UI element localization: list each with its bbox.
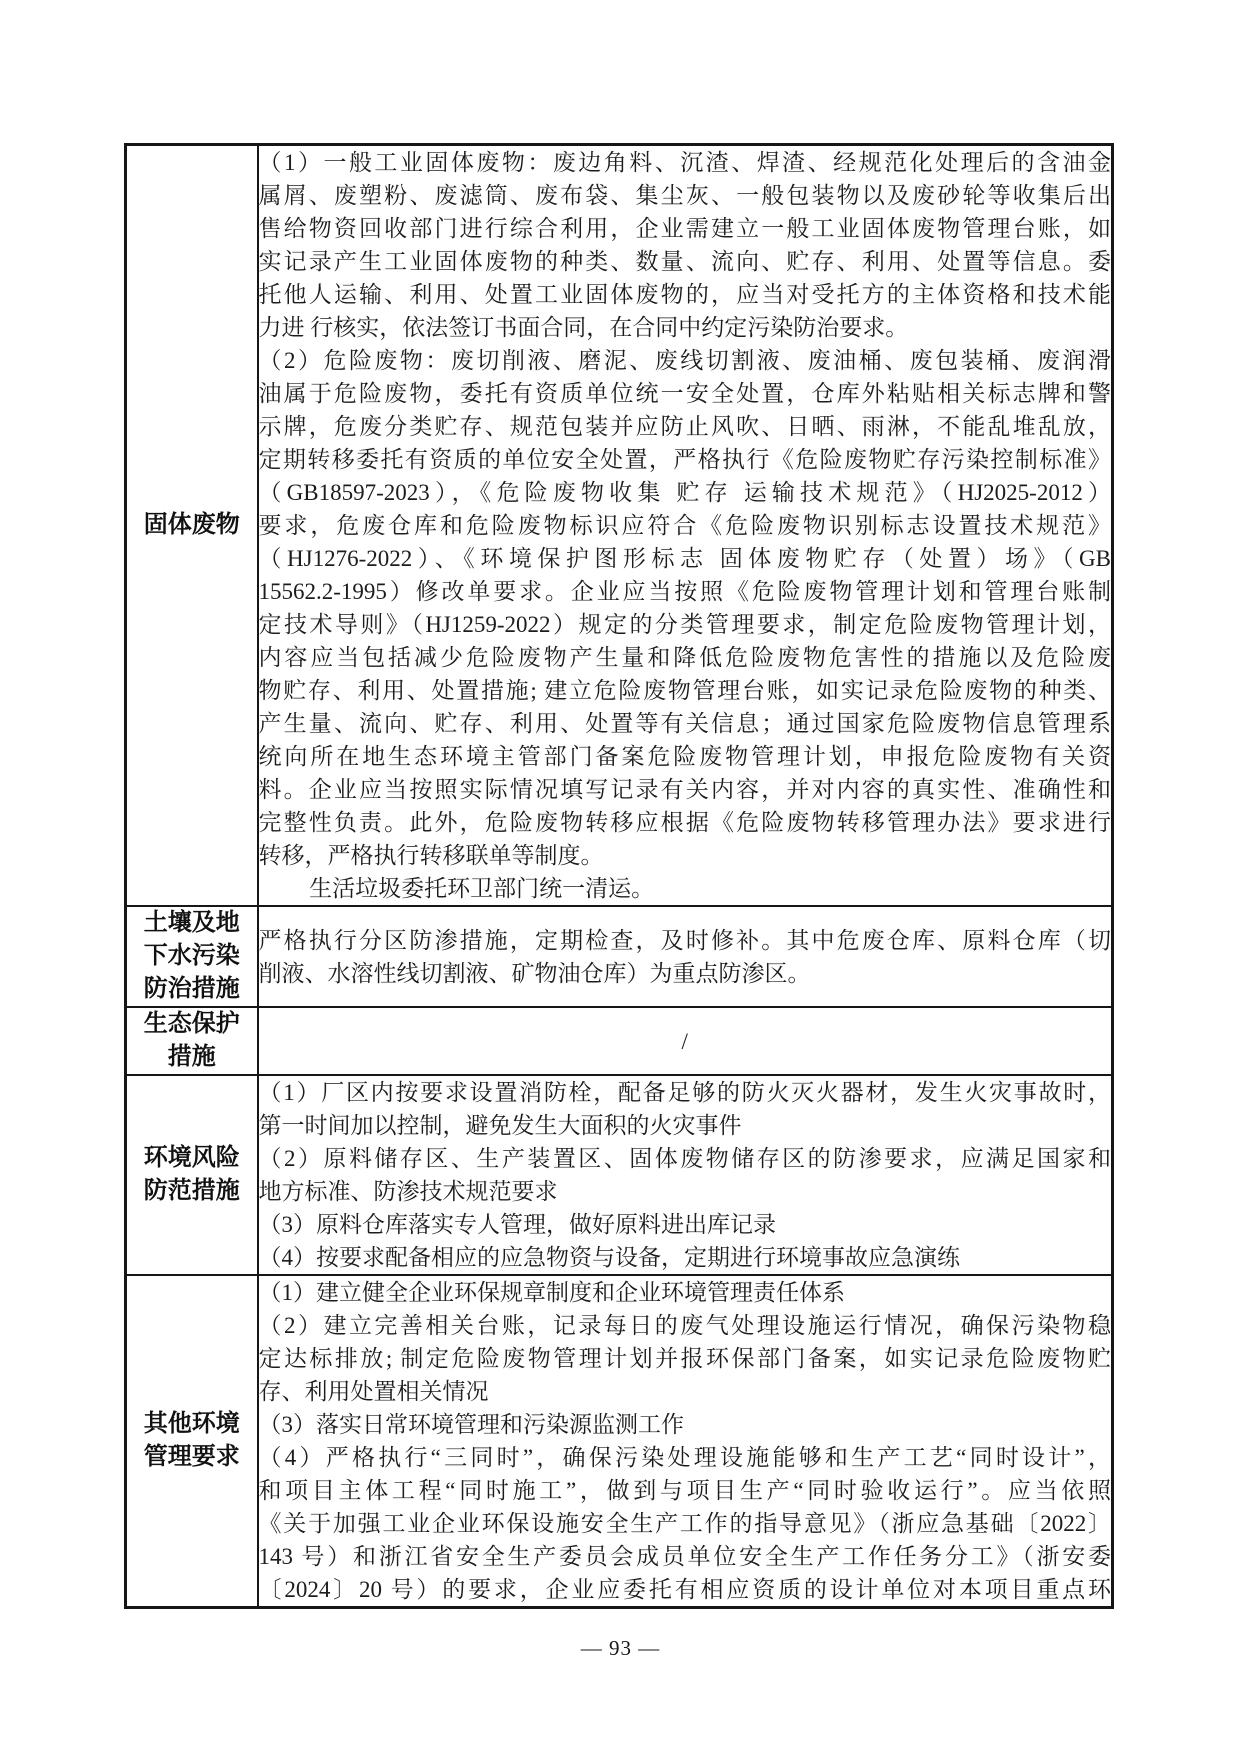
content-line: （3）落实日常环境管理和污染源监测工作 [258, 1412, 684, 1437]
content-line: （1）建立健全企业环保规章制度和企业环境管理责任体系 [258, 1280, 845, 1305]
content-line: 严格执行分区防渗措施，定期检查，及时修补。其中危废仓库、原料仓库（切 [258, 927, 1111, 953]
table-body [126, 145, 1113, 1608]
row-header-line: 措施 [167, 1044, 216, 1070]
content-line: 示牌，危废分类贮存、规范包装并应防止风吹、日晒、雨淋，不能乱堆乱放， [258, 414, 1111, 439]
row-content-cell [258, 906, 1113, 1007]
row-header-line: 环境风险 [143, 1145, 240, 1171]
content-line: （1）一般工业固体废物：废边角料、沉渣、焊渣、经规范化处理后的含油金 [258, 150, 1111, 175]
content-line: 内容应当包括减少危险废物产生量和降低危险废物危害性的措施以及危险废 [258, 645, 1111, 670]
content-line: 定技术导则》（HJ1259-2022）规定的分类管理要求，制定危险废物管理计划， [258, 612, 1111, 637]
row-header-line: 其他环境 [143, 1411, 240, 1437]
row-header-line: 土壤及地 [143, 910, 240, 936]
content-line: 转移，严格执行转移联单等制度。 [258, 843, 604, 868]
table-row [126, 1007, 1113, 1075]
content-line: 生活垃圾委托环卫部门统一清运。 [309, 876, 655, 901]
row-header-cell [126, 1275, 258, 1608]
content-line: 15562.2-1995）修改单要求。企业应当按照《危险废物管理计划和管理台账制 [258, 579, 1111, 604]
content-line: 油属于危险废物，委托有资质单位统一安全处置，仓库外粘贴相关标志牌和警 [258, 381, 1111, 406]
environmental-management-table [124, 143, 1114, 1609]
content-line: 《关于加强工业企业环保设施安全生产工作的指导意见》（浙应急基础〔2022〕 [258, 1511, 1111, 1536]
content-line: 力进 行核实，依法签订书面合同，在合同中约定污染防治要求。 [258, 315, 909, 340]
content-line: （4）严格执行“三同时”，确保污染处理设施能够和生产工艺“同时设计”， [258, 1445, 1111, 1470]
content-line: （2）危险废物：废切削液、磨泥、废线切割液、废油桶、废包装桶、废润滑 [258, 348, 1111, 373]
content-line: 物贮存、利用、处置措施; 建立危险废物管理台账，如实记录危险废物的种类、 [258, 678, 1111, 703]
content-line: 售给物资回收部门进行综合利用，企业需建立一般工业固体废物管理台账，如 [258, 216, 1111, 241]
table-row [126, 1275, 1113, 1608]
table-row [126, 906, 1113, 1007]
row-content-cell [258, 145, 1113, 907]
content-line: / [681, 1028, 688, 1054]
content-line: 托他人运输、利用、处置工业固体废物的，应当对受托方的主体资格和技术能 [258, 282, 1111, 307]
content-line: （GB18597-2023），《危险废物收集 贮存 运输技术规范》（HJ2025-2012） [258, 480, 1111, 505]
content-line: 产生量、流向、贮存、利用、处置等有关信息；通过国家危险废物信息管理系 [258, 711, 1111, 736]
row-header-cell [126, 145, 258, 907]
table-row [126, 1075, 1113, 1275]
row-content-cell [258, 1007, 1113, 1075]
content-line: 和项目主体工程“同时施工”，做到与项目生产“同时验收运行”。应当依照 [258, 1478, 1111, 1503]
content-line: 料。企业应当按照实际情况填写记录有关内容，并对内容的真实性、准确性和 [258, 777, 1111, 802]
content-line: （1）厂区内按要求设置消防栓，配备足够的防火灭火器材，发生火灾事故时， [258, 1080, 1111, 1105]
content-line: 实记录产生工业固体废物的种类、数量、流向、贮存、利用、处置等信息。委 [258, 249, 1111, 274]
content-line: 削液、水溶性线切割液、矿物油仓库）为重点防渗区。 [258, 960, 811, 986]
row-header-line: 防治措施 [143, 976, 240, 1002]
row-header-line: 防范措施 [143, 1178, 240, 1204]
content-line: 要求，危废仓库和危险废物标识应符合《危险废物识别标志设置技术规范》 [258, 513, 1111, 538]
row-header-line: 管理要求 [143, 1444, 240, 1470]
content-line: 〔2024〕20 号）的要求，企业应委托有相应资质的设计单位对本项目重点环 [258, 1577, 1111, 1602]
row-content-cell [258, 1075, 1113, 1275]
row-header-line: 下水污染 [143, 943, 240, 969]
content-line: 定达标排放; 制定危险废物管理计划并报环保部门备案，如实记录危险废物贮 [258, 1346, 1111, 1371]
content-line: （2）建立完善相关台账，记录每日的废气处理设施运行情况，确保污染物稳 [258, 1313, 1111, 1338]
row-header-cell [126, 1075, 258, 1275]
row-header-cell [126, 1007, 258, 1075]
row-content-cell [258, 1275, 1113, 1608]
content-line: （2）原料储存区、生产装置区、固体废物储存区的防渗要求，应满足国家和 [258, 1146, 1111, 1171]
content-line: 143 号）和浙江省安全生产委员会成员单位安全生产工作任务分工》（浙安委 [258, 1544, 1111, 1569]
content-line: 定期转移委托有资质的单位安全处置，严格执行《危险废物贮存污染控制标准》 [258, 447, 1111, 472]
row-header-line: 生态保护 [143, 1011, 240, 1037]
content-line: 属屑、废塑粉、废滤筒、废布袋、集尘灰、一般包装物以及废砂轮等收集后出 [258, 183, 1111, 208]
page-number: — 93 — [580, 1636, 661, 1660]
content-line: （4）按要求配备相应的应急物资与设备，定期进行环境事故应急演练 [258, 1245, 960, 1270]
table-row [126, 145, 1113, 907]
content-line: 地方标准、防渗技术规范要求 [258, 1179, 558, 1204]
row-header-cell [126, 906, 258, 1007]
row-header-line: 固体废物 [143, 512, 240, 538]
content-line: 第一时间加以控制，避免发生大面积的火灾事件 [258, 1113, 742, 1138]
content-line: 完整性负责。此外，危险废物转移应根据《危险废物转移管理办法》要求进行 [258, 810, 1111, 835]
content-line: （3）原料仓库落实专人管理，做好原料进出库记录 [258, 1212, 776, 1237]
content-line: 统向所在地生态环境主管部门备案危险废物管理计划，申报危险废物有关资 [258, 744, 1111, 769]
content-line: 存、利用处置相关情况 [258, 1379, 489, 1404]
content-line: （HJ1276-2022）、《环境保护图形标志 固体废物贮存（处置）场》（GB [258, 546, 1111, 571]
